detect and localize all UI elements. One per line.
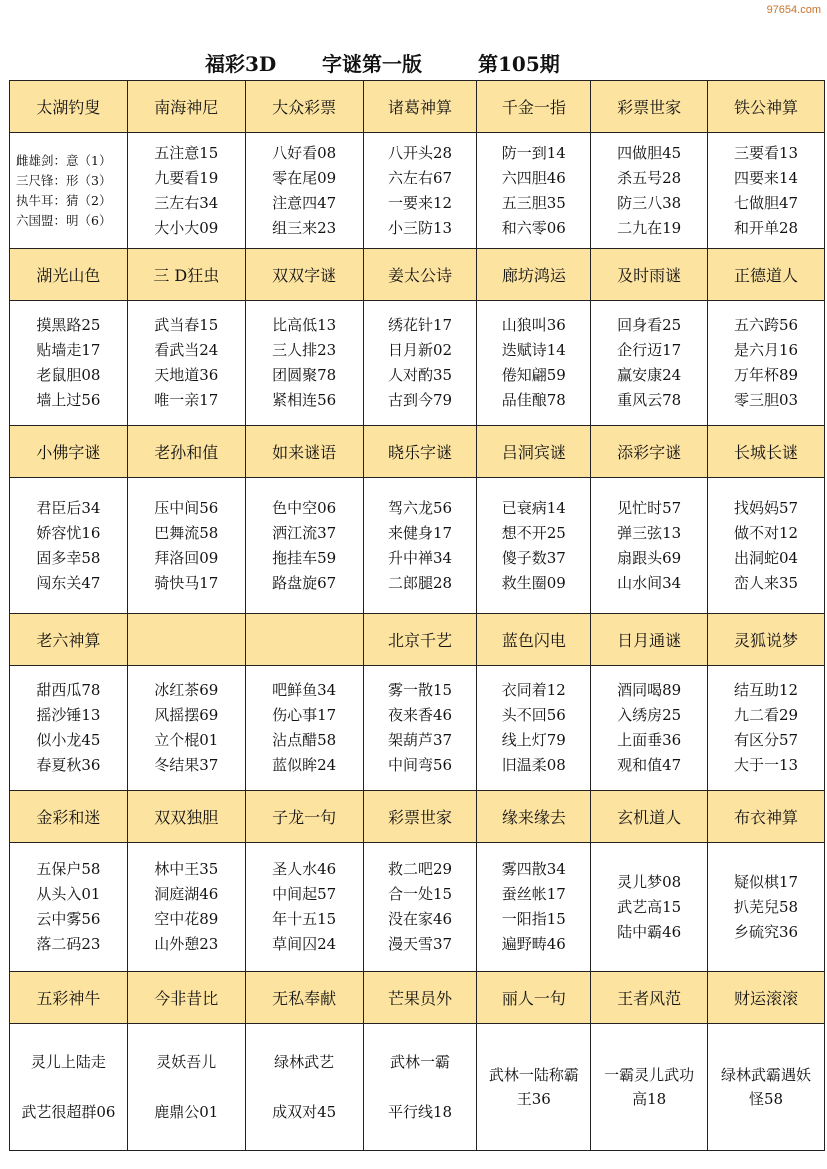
riddle-line: 草间囚24 [272,935,337,953]
riddle-line: 线上灯79 [501,731,566,749]
riddle-line: 雾一散15 [387,681,453,699]
riddle-line: 沾点醋58 [272,731,337,749]
riddle-line: 和开单28 [734,218,799,237]
riddle-cell [363,666,477,791]
riddle-line: 升中禅34 [387,548,453,567]
riddle-cell [10,478,128,614]
column-header: 长城长谜 [708,426,825,478]
riddle-line: 乡硫究36 [734,922,799,941]
riddle-line: 甜西瓜78 [36,681,101,699]
riddle-cell [10,301,128,426]
riddle-line: 空中花89 [154,910,219,928]
riddle-cell [591,133,708,249]
column-header: 日月通谜 [591,614,708,666]
riddle-line: 拖挂车59 [272,548,337,567]
riddle-line: 紧相连56 [272,391,337,409]
column-header: 大众彩票 [245,81,363,133]
riddle-line: 人对酌35 [387,366,453,384]
riddle-line: 冬结果37 [154,756,219,774]
riddle-line: 遍野畴46 [501,935,566,953]
riddle-line: 娇容忧16 [36,523,101,542]
riddle-cell [127,478,245,614]
riddle-line: 雾四散34 [501,860,566,878]
riddle-cell [245,843,363,972]
riddle-line: 想不开25 [501,523,566,542]
riddle-cell [708,301,825,426]
riddle-line: 吧鲜鱼34 [272,681,337,699]
riddle-line: 救生圈09 [501,573,566,592]
riddle-line: 零三胆03 [734,391,799,409]
content-row [10,478,825,614]
riddle-line: 四做胆45 [617,143,682,162]
riddle-line: 看武当24 [154,341,219,359]
content-row [10,1024,825,1151]
column-header: 诸葛神算 [363,81,477,133]
riddle-line: 山外憩23 [154,935,219,953]
riddle-cell [10,133,128,249]
riddle-line: 三尺锋：形（3） [16,172,112,188]
riddle-cell [708,1024,825,1151]
riddle-line: 零在尾09 [272,168,337,187]
riddle-cell [363,133,477,249]
riddle-cell [10,843,128,972]
column-header: 太湖钓叟 [10,81,128,133]
riddle-line: 见忙时57 [617,498,682,517]
riddle-line: 中间起57 [272,885,337,903]
page-title [0,44,827,78]
riddle-line: 拜洛回09 [154,548,219,567]
riddle-line: 日月新02 [387,341,453,359]
title-lottery: 福彩3D [205,52,277,76]
column-header: 千金一指 [477,81,591,133]
riddle-line: 五保户58 [36,860,101,878]
column-header: 廊坊鸿运 [477,249,591,301]
riddle-line: 三人排23 [272,341,337,359]
riddle-line: 疑似棋17 [734,872,799,891]
riddle-line: 灵儿上陆走 [30,1053,106,1071]
riddle-cell [708,666,825,791]
riddle-line: 救二吧29 [387,860,453,878]
riddle-line: 来健身17 [387,523,453,542]
riddle-line: 有区分57 [734,731,799,749]
content-row [10,666,825,791]
riddle-cell [127,666,245,791]
column-header: 及时雨谜 [591,249,708,301]
riddle-line: 五六跨56 [734,316,799,334]
riddle-line: 唯一亲17 [154,391,219,409]
column-header: 布衣神算 [708,791,825,843]
riddle-cell [591,843,708,972]
riddle-line: 结互助12 [734,681,799,699]
riddle-line: 重风云78 [617,391,682,409]
riddle-line: 防三八38 [617,193,682,212]
riddle-line: 小三防13 [387,218,453,237]
riddle-line: 和六零06 [501,218,566,237]
riddle-cell [477,301,591,426]
content-row [10,301,825,426]
riddle-line: 摇沙锤13 [36,706,101,724]
riddle-cell [245,133,363,249]
riddle-line: 迭赋诗14 [501,341,566,359]
riddle-cell [127,1024,245,1151]
column-header: 蓝色闪电 [477,614,591,666]
column-header: 姜太公诗 [363,249,477,301]
header-row [10,972,825,1024]
riddle-line: 六国盟：明（6） [16,212,112,228]
riddle-line: 八开头28 [387,143,453,162]
column-header: 缘来缘去 [477,791,591,843]
riddle-line: 从头入01 [36,885,101,903]
column-header: 双双独胆 [127,791,245,843]
riddle-line: 林中王35 [154,860,219,878]
riddle-cell [127,133,245,249]
riddle-line: 入绣房25 [617,706,682,724]
riddle-line: 扒芜兒58 [734,897,799,916]
riddle-line: 漫天雪37 [387,935,453,953]
riddle-line: 出洞蛇04 [734,548,799,567]
riddle-line: 路盘旋67 [272,573,337,592]
riddle-line: 已衰病14 [501,498,566,517]
riddle-line: 注意四47 [272,193,337,212]
column-header: 今非昔比 [127,972,245,1024]
riddle-line: 没在家46 [387,910,453,928]
column-header: 丽人一句 [477,972,591,1024]
column-header: 无私奉献 [245,972,363,1024]
riddle-cell [477,843,591,972]
riddle-line: 年十五15 [272,910,337,928]
riddle-line: 七做胆47 [734,193,799,212]
column-header: 彩票世家 [363,791,477,843]
riddle-line: 合一处15 [387,885,453,903]
riddle-cell [245,301,363,426]
column-header: 老六神算 [10,614,128,666]
riddle-line: 倦知翩59 [501,366,566,384]
riddle-line: 绣花针17 [387,316,453,334]
riddle-line: 武林一霸 [389,1053,450,1071]
title-issue: 第105期 [478,52,560,76]
column-header: 双双字谜 [245,249,363,301]
content-row [10,133,825,249]
riddle-line: 成双对45 [272,1103,337,1121]
riddle-line: 峦人来35 [734,573,799,592]
riddle-line: 灵妖吾儿 [156,1053,217,1071]
riddle-line: 圣人水46 [272,860,337,878]
riddle-cell [127,843,245,972]
riddle-line: 似小龙45 [36,731,101,749]
riddle-line: 傻子数37 [501,548,566,567]
riddle-line: 三左右34 [154,193,219,212]
riddle-line: 立个棍01 [154,731,219,749]
riddle-line: 陆中霸46 [617,922,682,941]
riddle-line: 绿林武艺 [274,1053,335,1071]
title-edition: 字谜第一版 [322,52,422,76]
column-header: 灵狐说梦 [708,614,825,666]
riddle-line: 二九在19 [617,218,682,237]
column-header: 金彩和迷 [10,791,128,843]
riddle-line: 四要来14 [734,168,799,187]
column-header: 吕洞宾谜 [477,426,591,478]
riddle-cell [477,666,591,791]
column-header: 子龙一句 [245,791,363,843]
riddle-line: 杀五号28 [617,168,682,187]
riddle-line: 武林一陆称霸王36 [488,1066,579,1108]
content-row [10,843,825,972]
riddle-cell [591,1024,708,1151]
riddle-cell [10,666,128,791]
riddle-line: 绿林武霸遇妖怪58 [721,1066,812,1108]
riddle-cell [591,666,708,791]
riddle-cell [477,478,591,614]
riddle-line: 团圆聚78 [272,366,337,384]
riddle-line: 夜来香46 [387,706,453,724]
riddle-line: 衣同着12 [501,681,566,699]
riddle-line: 观和值47 [617,756,682,774]
column-header: 如来谜语 [245,426,363,478]
riddle-line: 武艺很超群06 [21,1103,116,1121]
column-header: 铁公神算 [708,81,825,133]
riddle-cell [363,301,477,426]
riddle-cell [591,301,708,426]
riddle-line: 压中间56 [154,498,219,517]
riddle-line: 品佳酿78 [501,391,566,409]
riddle-line: 洞庭湖46 [154,885,219,903]
riddle-cell [127,301,245,426]
riddle-line: 老鼠胆08 [36,366,101,384]
riddle-line: 是六月16 [734,341,799,359]
riddle-line: 天地道36 [154,366,219,384]
riddle-line: 扇跟头69 [617,548,682,567]
riddle-cell [245,666,363,791]
riddle-line: 五注意15 [154,143,219,162]
watermark: 97654.com [766,4,821,16]
riddle-line: 云中雾56 [36,910,101,928]
riddle-line: 比高低13 [272,316,337,334]
column-header: 添彩字谜 [591,426,708,478]
column-header: 湖光山色 [10,249,128,301]
column-header: 晓乐字谜 [363,426,477,478]
riddle-line: 山狼叫36 [501,316,566,334]
riddle-cell [363,1024,477,1151]
riddle-line: 古到今79 [387,391,453,409]
riddle-cell [477,133,591,249]
riddle-line: 弹三弦13 [617,523,682,542]
column-header: 老孙和值 [127,426,245,478]
riddle-line: 上面垂36 [617,731,682,749]
riddle-line: 落二码23 [36,935,101,953]
header-row [10,614,825,666]
riddle-line: 执牛耳：猜（2） [16,192,112,208]
column-header: 玄机道人 [591,791,708,843]
riddle-line: 找妈妈57 [734,498,799,517]
riddle-line: 墙上过56 [36,391,101,409]
riddle-line: 赢安康24 [617,366,682,384]
column-header: 芒果员外 [363,972,477,1024]
riddle-line: 巴舞流58 [154,523,219,542]
riddle-cell [708,478,825,614]
riddle-line: 摸黑路25 [36,316,101,334]
riddle-line: 固多幸58 [36,548,101,567]
riddle-line: 蚕丝帐17 [501,885,566,903]
riddle-line: 回身看25 [617,316,682,334]
riddle-line: 头不回56 [501,706,566,724]
riddle-cell [591,478,708,614]
riddle-line: 春夏秋36 [36,756,101,774]
riddle-line: 中间弯56 [387,756,453,774]
riddle-line: 三要看13 [734,143,799,162]
column-header: 正德道人 [708,249,825,301]
riddle-line: 伤心事17 [272,706,337,724]
riddle-line: 一霸灵儿武功高18 [604,1066,695,1108]
riddle-cell [708,843,825,972]
column-header: 王者风范 [591,972,708,1024]
riddle-line: 组三来23 [272,218,337,237]
riddle-cell [10,1024,128,1151]
riddle-line: 君臣后34 [36,498,101,517]
header-row [10,81,825,133]
riddle-cell [477,1024,591,1151]
column-header: 三 D狂虫 [127,249,245,301]
riddle-line: 旧温柔08 [501,756,566,774]
riddle-line: 鹿鼎公01 [154,1103,219,1121]
riddle-line: 九要看19 [154,168,219,187]
column-header: 南海神尼 [127,81,245,133]
riddle-cell [363,843,477,972]
riddle-line: 大于一13 [734,756,799,774]
riddle-line: 贴墙走17 [36,341,101,359]
riddle-table [9,80,825,1151]
riddle-line: 山水间34 [617,573,682,592]
riddle-line: 八好看08 [272,143,337,162]
riddle-line: 洒江流37 [272,523,337,542]
riddle-cell [708,133,825,249]
riddle-line: 色中空06 [272,498,337,517]
riddle-line: 闯东关47 [36,573,101,592]
column-header: 北京千艺 [363,614,477,666]
riddle-line: 防一到14 [501,143,566,162]
header-row [10,249,825,301]
riddle-line: 风摇摆69 [154,706,219,724]
riddle-cell [245,478,363,614]
riddle-line: 平行线18 [387,1103,453,1121]
riddle-line: 武艺高15 [617,897,682,916]
riddle-line: 九二看29 [734,706,799,724]
column-header [245,614,363,666]
riddle-line: 大小大09 [154,218,219,237]
riddle-line: 一要来12 [387,193,453,212]
riddle-line: 骑快马17 [154,573,219,592]
riddle-line: 六左右67 [387,168,453,187]
column-header: 彩票世家 [591,81,708,133]
riddle-line: 企行迈17 [617,341,682,359]
riddle-line: 驾六龙56 [387,498,453,517]
riddle-cell [363,478,477,614]
riddle-line: 二郎腿28 [387,573,453,592]
column-header [127,614,245,666]
riddle-line: 蓝似眸24 [272,756,337,774]
column-header: 五彩神牛 [10,972,128,1024]
riddle-line: 雌雄剑：意（1） [16,152,112,168]
riddle-line: 冰红茶69 [154,681,219,699]
riddle-cell [245,1024,363,1151]
riddle-line: 武当春15 [154,316,219,334]
riddle-line: 做不对12 [734,523,799,542]
riddle-line: 五三胆35 [501,193,566,212]
header-row [10,426,825,478]
riddle-line: 万年杯89 [734,366,799,384]
riddle-line: 一阳指15 [501,910,566,928]
column-header: 财运滚滚 [708,972,825,1024]
riddle-line: 酒同喝89 [617,681,682,699]
riddle-line: 灵儿梦08 [617,872,682,891]
riddle-line: 架葫芦37 [387,731,453,749]
riddle-line: 六四胆46 [501,168,566,187]
header-row [10,791,825,843]
column-header: 小佛字谜 [10,426,128,478]
